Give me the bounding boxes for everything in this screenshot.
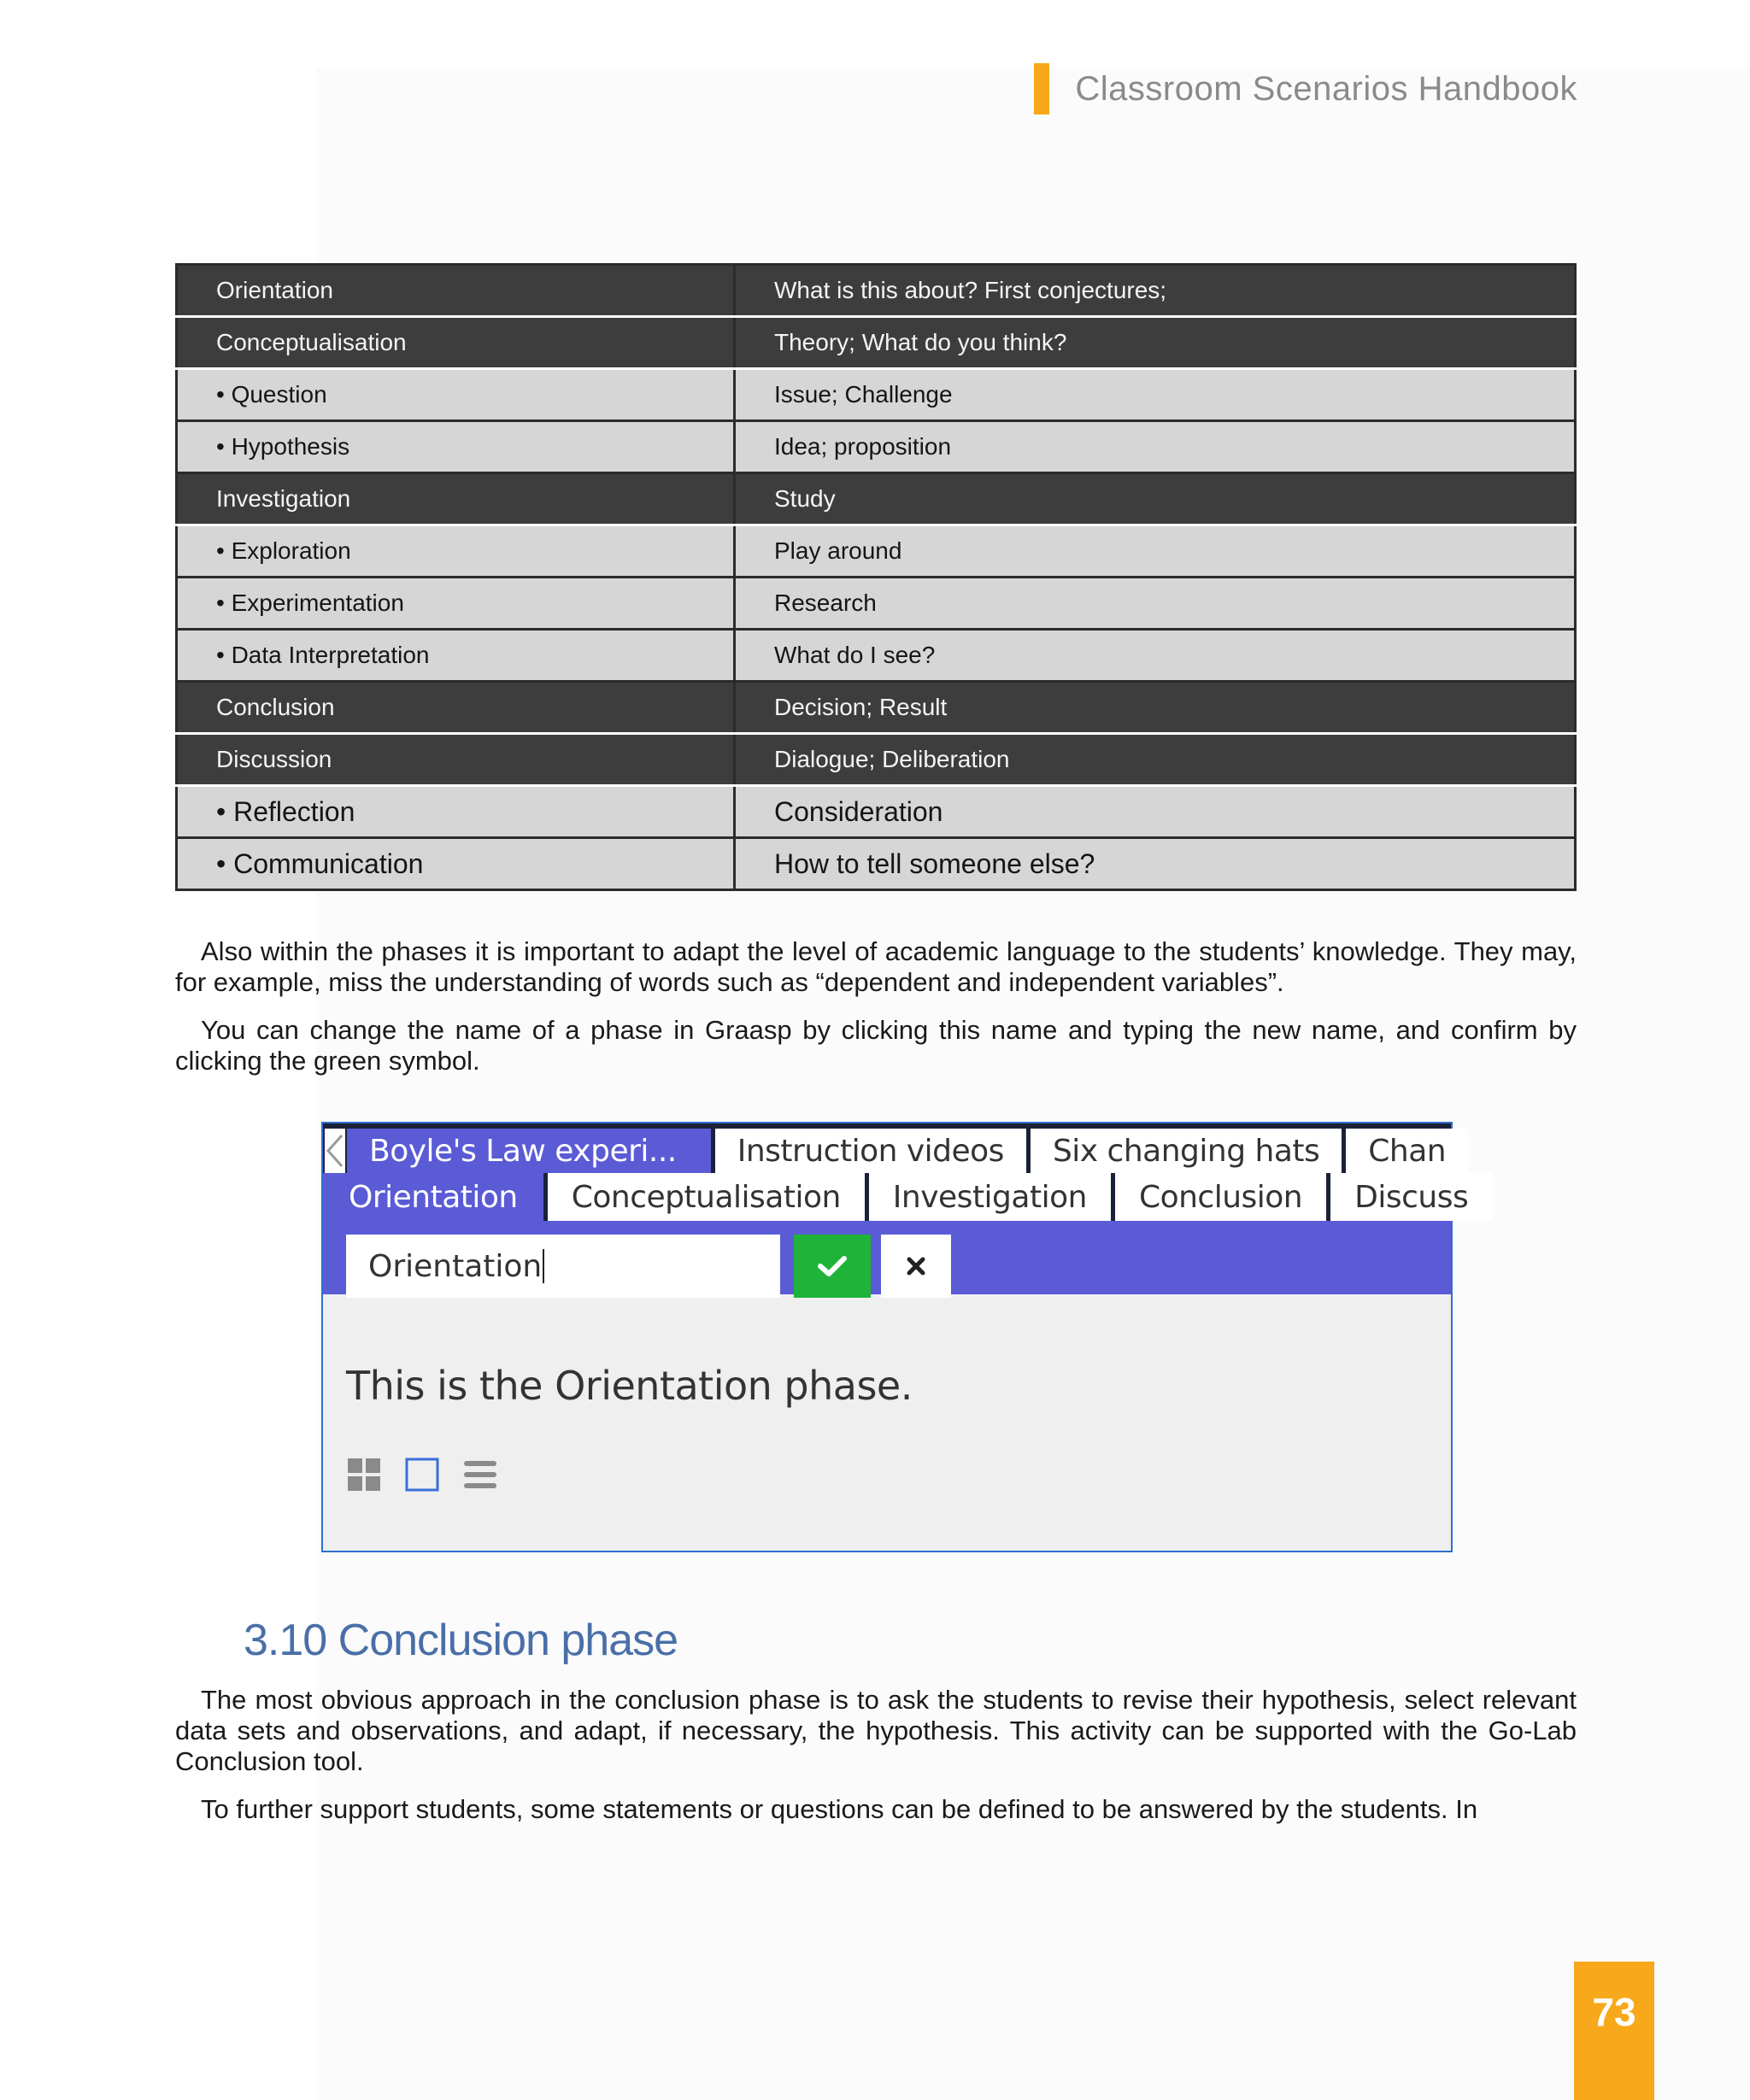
table-cell-term: • Hypothesis <box>177 421 735 473</box>
back-button[interactable] <box>325 1129 345 1173</box>
table-cell-term: • Communication <box>177 838 735 890</box>
table-cell-meaning: What is this about? First conjectures; <box>735 265 1576 317</box>
phase-tab-orientation[interactable]: Orientation <box>323 1173 543 1221</box>
table-cell-meaning: Decision; Result <box>735 682 1576 734</box>
paragraph-text: The most obvious approach in the conclusion phase is to ask the students to revise their hypothesis, select relevant data sets and observations, and adapt, if necessary, the hypothesis. This activity can be supported with the Go-Lab Conclusion tool. <box>175 1685 1577 1776</box>
header-title: Classroom Scenarios Handbook <box>1075 69 1577 108</box>
table-cell-term: • Data Interpretation <box>177 630 735 682</box>
phase-tab-discussion[interactable]: Discuss <box>1330 1173 1492 1221</box>
list-view-button[interactable] <box>462 1457 498 1493</box>
table-cell-meaning: Dialogue; Deliberation <box>735 734 1576 786</box>
phase-description: This is the Orientation phase. <box>346 1363 913 1409</box>
cancel-button[interactable] <box>881 1235 951 1298</box>
space-tab-six-changing-hats[interactable]: Six changing hats <box>1031 1129 1342 1173</box>
view-mode-toolbar <box>346 1457 520 1493</box>
phase-name-input[interactable] <box>346 1235 780 1298</box>
table-cell-term: • Question <box>177 369 735 421</box>
page-number-tab <box>1574 1962 1654 2100</box>
table-cell-term: • Reflection <box>177 786 735 838</box>
list-view-icon <box>462 1457 498 1493</box>
paragraph-text: Also within the phases it is important to adapt the level of academic language to the students’ knowledge. They may, for example, miss the understanding of words such as “dependent and independent variables”. <box>175 936 1577 997</box>
table-cell-meaning: Idea; proposition <box>735 421 1576 473</box>
grid-view-icon <box>346 1457 382 1493</box>
table-cell-meaning: How to tell someone else? <box>735 838 1576 890</box>
phases-table <box>175 263 1577 891</box>
page-number: 73 <box>1592 1990 1636 2034</box>
paragraph-text: You can change the name of a phase in Graasp by clicking this name and typing the new name, and confirm by clicking the green symbol. <box>175 1015 1577 1076</box>
table-cell-meaning: Issue; Challenge <box>735 369 1576 421</box>
table-row <box>177 473 1576 525</box>
table-row <box>177 578 1576 630</box>
table-cell-meaning: Theory; What do you think? <box>735 317 1576 369</box>
close-icon <box>906 1256 926 1276</box>
table-row <box>177 265 1576 317</box>
single-view-icon <box>404 1457 440 1493</box>
table-cell-term: Conclusion <box>177 682 735 734</box>
table-cell-meaning: Consideration <box>735 786 1576 838</box>
phase-name-edit-bar <box>323 1221 1451 1294</box>
table-cell-meaning: Research <box>735 578 1576 630</box>
table-cell-term: Conceptualisation <box>177 317 735 369</box>
paragraph-rename-phase <box>175 1015 1577 1076</box>
phase-tab-bar <box>323 1173 1469 1221</box>
phase-tab-conceptualisation[interactable]: Conceptualisation <box>548 1173 865 1221</box>
table-cell-term: Investigation <box>177 473 735 525</box>
paragraph-academic-language <box>175 936 1577 998</box>
table-cell-meaning: Play around <box>735 525 1576 578</box>
text-caret <box>543 1249 544 1283</box>
single-view-button[interactable] <box>404 1457 440 1493</box>
space-tab-truncated[interactable]: Chan <box>1346 1129 1468 1173</box>
table-cell-term: Discussion <box>177 734 735 786</box>
table-cell-term: Orientation <box>177 265 735 317</box>
paragraph-text: To further support students, some statements or questions can be defined to be answered by the students. In <box>201 1794 1478 1824</box>
table-row <box>177 786 1576 838</box>
table-cell-term: • Exploration <box>177 525 735 578</box>
table-row <box>177 630 1576 682</box>
table-row <box>177 525 1576 578</box>
paragraph-support-students <box>175 1794 1577 1825</box>
section-heading: 3.10 Conclusion phase <box>244 1616 678 1665</box>
space-tab-bar <box>323 1123 1451 1173</box>
table-cell-meaning: Study <box>735 473 1576 525</box>
back-chevron-icon <box>325 1132 345 1170</box>
table-row <box>177 838 1576 890</box>
checkmark-icon <box>817 1254 848 1278</box>
table-row <box>177 682 1576 734</box>
table-row <box>177 369 1576 421</box>
table-cell-meaning: What do I see? <box>735 630 1576 682</box>
table-row <box>177 734 1576 786</box>
table-cell-term: • Experimentation <box>177 578 735 630</box>
space-tab-instruction-videos[interactable]: Instruction videos <box>715 1129 1026 1173</box>
phase-name-value: Orientation <box>368 1248 543 1284</box>
phase-tab-conclusion[interactable]: Conclusion <box>1115 1173 1326 1221</box>
graasp-screenshot <box>321 1122 1469 1552</box>
table-row <box>177 421 1576 473</box>
running-header <box>1034 63 1577 114</box>
table-row <box>177 317 1576 369</box>
space-tab-boyles-law[interactable]: Boyle's Law experi... <box>347 1129 711 1173</box>
phase-tab-investigation[interactable]: Investigation <box>869 1173 1111 1221</box>
header-accent-bar <box>1034 63 1049 114</box>
grid-view-button[interactable] <box>346 1457 382 1493</box>
confirm-button[interactable] <box>794 1235 871 1298</box>
paragraph-conclusion-approach <box>175 1685 1577 1777</box>
